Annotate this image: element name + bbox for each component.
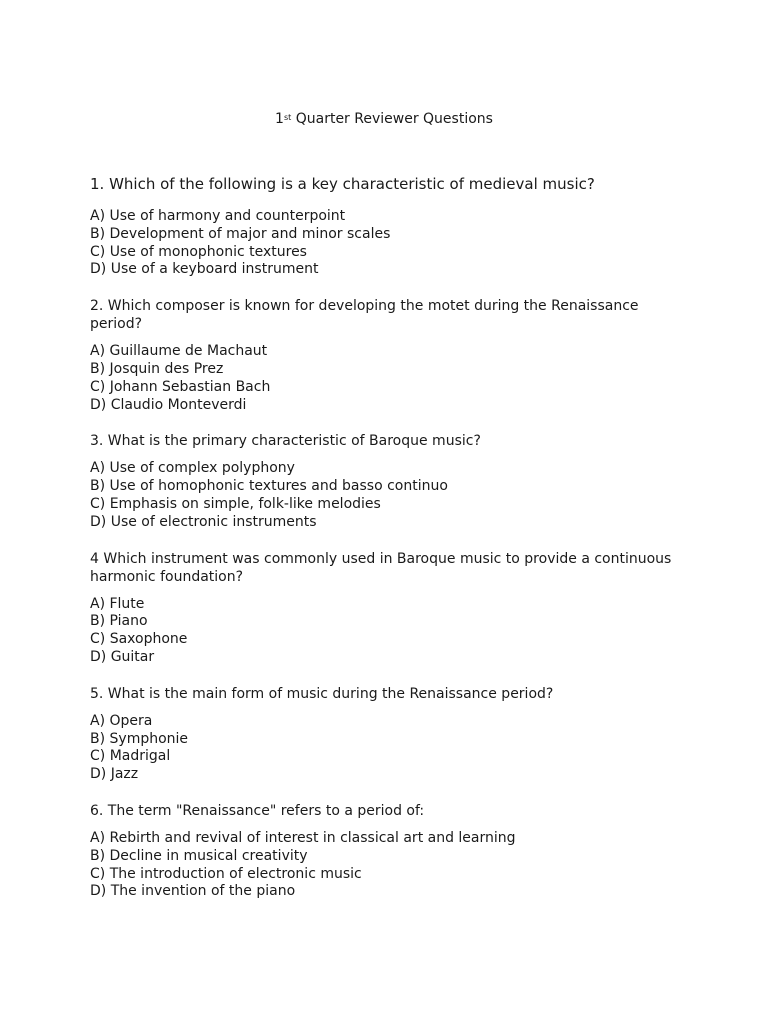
question-text: 4 Which instrument was commonly used in Baroque music to provide a continuous harmonic foundation? <box>90 550 672 585</box>
answer-option: C) Johann Sebastian Bach <box>90 378 271 395</box>
answer-option: A) Opera <box>90 712 153 729</box>
answer-option: A) Rebirth and revival of interest in classical art and learning <box>90 829 516 846</box>
question-block-1 <box>90 174 690 279</box>
answer-option: D) Jazz <box>90 766 139 783</box>
question-text: 3. What is the primary characteristic of Baroque music? <box>90 433 481 450</box>
answer-option: A) Guillaume de Machaut <box>90 343 268 360</box>
question-text: 2. Which composer is known for developing the motet during the Renaissance period? <box>90 298 639 333</box>
answer-option: C) Use of monophonic textures <box>90 243 307 260</box>
answer-option: D) Use of a keyboard instrument <box>90 261 319 278</box>
question-block-4 <box>90 550 690 667</box>
answer-option: B) Josquin des Prez <box>90 360 224 377</box>
question-text: 1. Which of the following is a key characteristic of medieval music? <box>90 175 595 193</box>
page-title <box>0 110 768 128</box>
answer-option: C) Saxophone <box>90 631 188 648</box>
answer-option: A) Use of complex polyphony <box>90 460 295 477</box>
answer-option: D) Guitar <box>90 648 155 665</box>
answer-option: A) Use of harmony and counterpoint <box>90 208 346 224</box>
answer-option: C) Madrigal <box>90 748 171 765</box>
title-prefix: 1 <box>275 111 284 127</box>
answer-option: D) Claudio Monteverdi <box>90 396 247 413</box>
question-block-2 <box>90 297 690 414</box>
answer-option: B) Decline in musical creativity <box>90 847 308 864</box>
question-block-6 <box>90 802 690 901</box>
answer-option: B) Piano <box>90 613 148 630</box>
question-block-3 <box>90 432 690 531</box>
answer-option: C) The introduction of electronic music <box>90 865 362 882</box>
questions-list <box>90 174 690 919</box>
title-rest: Quarter Reviewer Questions <box>291 111 493 127</box>
answer-option: B) Use of homophonic textures and basso continuo <box>90 478 448 495</box>
question-text: 5. What is the main form of music during the Renaissance period? <box>90 685 554 702</box>
answer-option: D) Use of electronic instruments <box>90 513 317 530</box>
title-superscript: st <box>283 113 292 122</box>
answer-option: A) Flute <box>90 595 145 612</box>
question-block-5 <box>90 685 690 784</box>
answer-option: B) Symphonie <box>90 730 189 747</box>
answer-option: B) Development of major and minor scales <box>90 225 391 242</box>
answer-option: C) Emphasis on simple, folk-like melodies <box>90 495 381 512</box>
answer-option: D) The invention of the piano <box>90 883 296 900</box>
question-text: 6. The term "Renaissance" refers to a period of: <box>90 802 425 819</box>
